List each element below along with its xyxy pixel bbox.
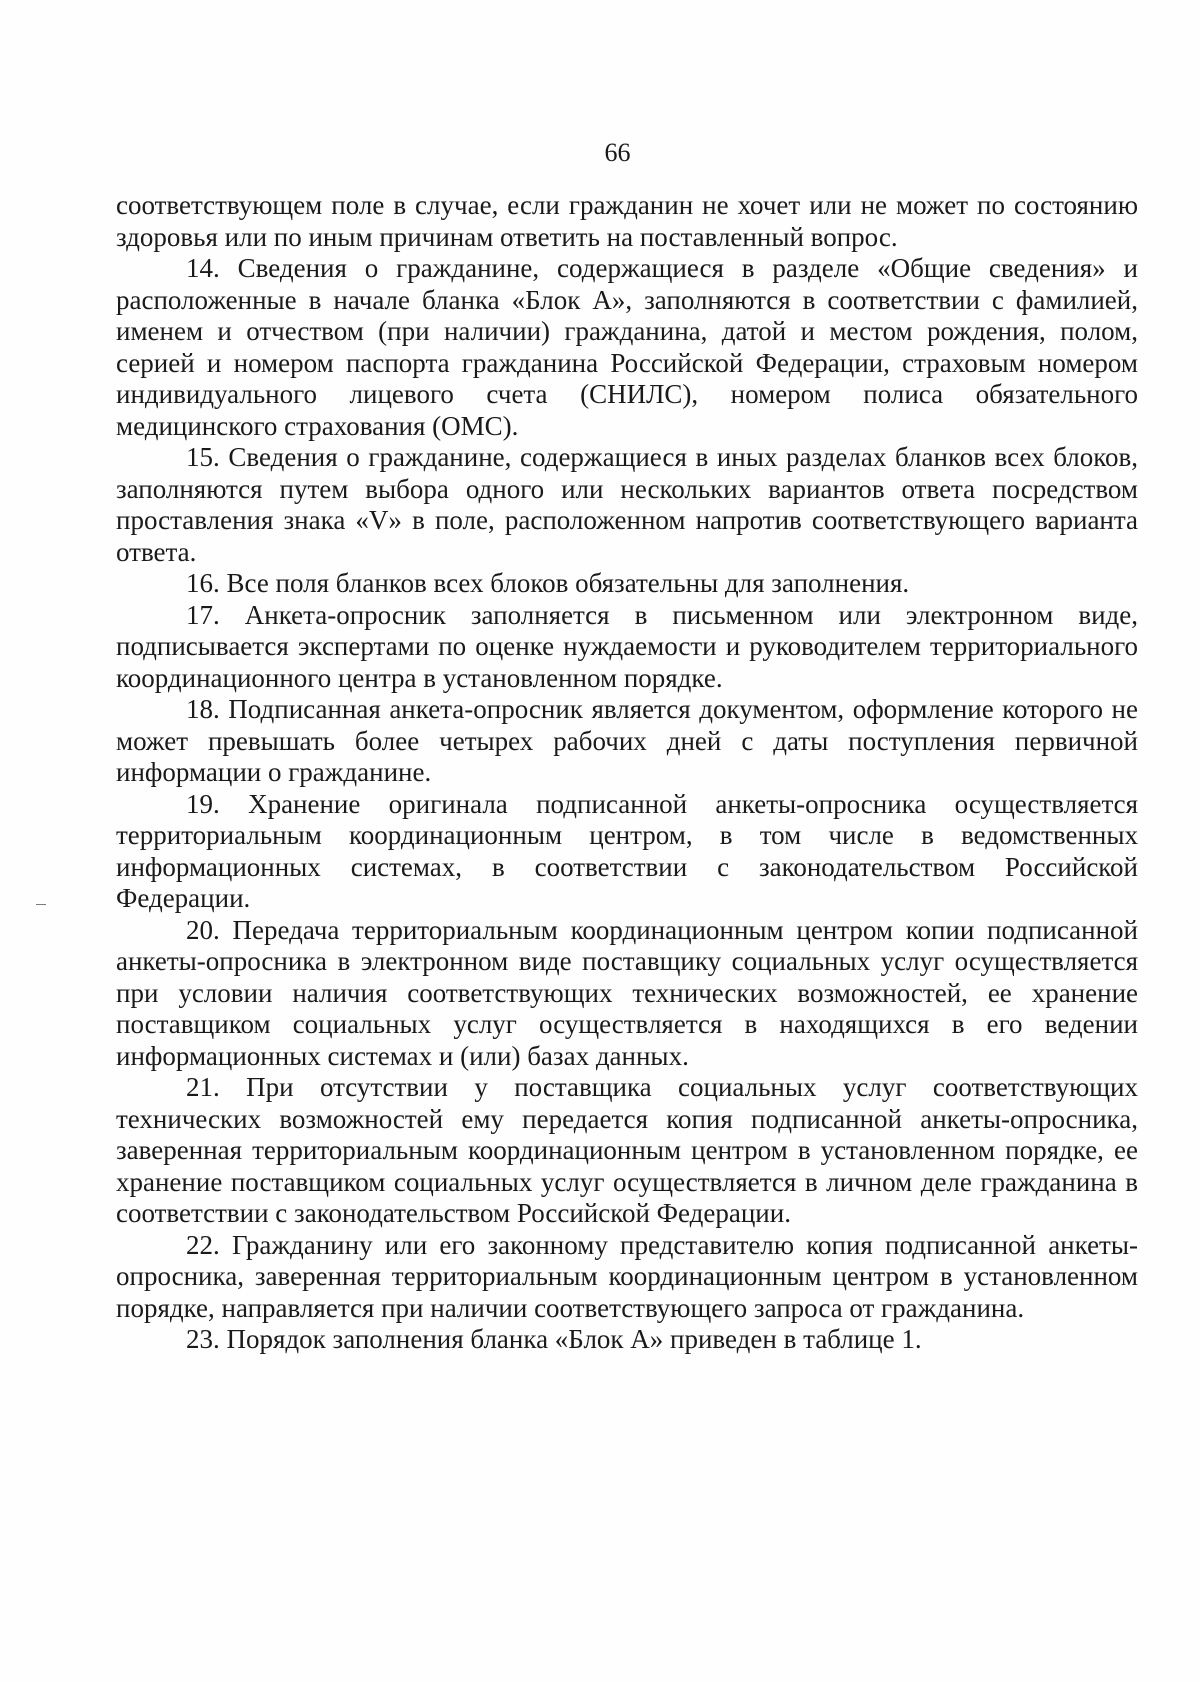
paragraph-23: 23. Порядок заполнения бланка «Блок А» приведен в таблице 1.	[186, 1324, 922, 1354]
scan-artifact-mark	[36, 904, 46, 905]
document-body	[116, 190, 1138, 1356]
paragraph-15: 15. Сведения о гражданине, содержащиеся в иных разделах бланков всех блоков, заполняются путем выбора одного или нескольких вариантов ответа посредством проставления знака «V» в поле, расположенном напротив соответствующего варианта ответа.	[116, 442, 1138, 567]
paragraph-17: 17. Анкета-опросник заполняется в письменном или электронном виде, подписывается экспертами по оценке нуждаемости и руководителем территориального координационного центра в установленном порядке.	[116, 599, 1138, 693]
paragraph-22: 22. Гражданину или его законному представителю копия подписанной анкеты-опросника, заверенная территориальным координационным центром в установленном порядке, направляется при наличии соответствующего запроса от гражданина.	[116, 1229, 1138, 1323]
paragraph-19: 19. Хранение оригинала подписанной анкеты-опросника осуществляется территориальным координационным центром, в том числе в ведомственных информационных системах, в соответствии с законодательством Российской Федерации.	[116, 788, 1138, 913]
paragraph-21: 21. При отсутствии у поставщика социальных услуг соответствующих технических возможностей ему передается копия подписанной анкеты-опросника, заверенная территориальным координационным центром в установленном порядке, ее хранение поставщиком социальных услуг осуществляется в личном деле гражданина в соответствии с законодательством Российской Федерации.	[116, 1072, 1138, 1228]
paragraph-20: 20. Передача территориальным координационным центром копии подписанной анкеты-опросника в электронном виде поставщику социальных услуг осуществляется при условии наличия соответствующих технических возможностей, ее хранение поставщиком социальных услуг осуществляется в находящихся в его ведении информационных системах и (или) базах данных.	[116, 914, 1138, 1071]
paragraph-16: 16. Все поля бланков всех блоков обязательны для заполнения.	[186, 568, 910, 598]
paragraph-18: 18. Подписанная анкета-опросник является документом, оформление которого не может превышать более четырех рабочих дней с даты поступления первичной информации о гражданине.	[116, 694, 1138, 787]
page-number: 66	[604, 138, 631, 167]
paragraph-14: 14. Сведения о гражданине, содержащиеся в разделе «Общие сведения» и расположенные в начале бланка «Блок А», заполняются в соответствии с фамилией, именем и отчеством (при наличии) гражданина, датой и местом рождения, полом, серией и номером паспорта гражданина Российской Федерации, страховым номером индивидуального лицевого счета (СНИЛС), номером полиса обязательного медицинского страхования (ОМС).	[116, 253, 1138, 441]
paragraph-continuation: соответствующем поле в случае, если гражданин не хочет или не может по состоянию здоровья или по иным причинам ответить на поставленный вопрос.	[116, 190, 1138, 252]
